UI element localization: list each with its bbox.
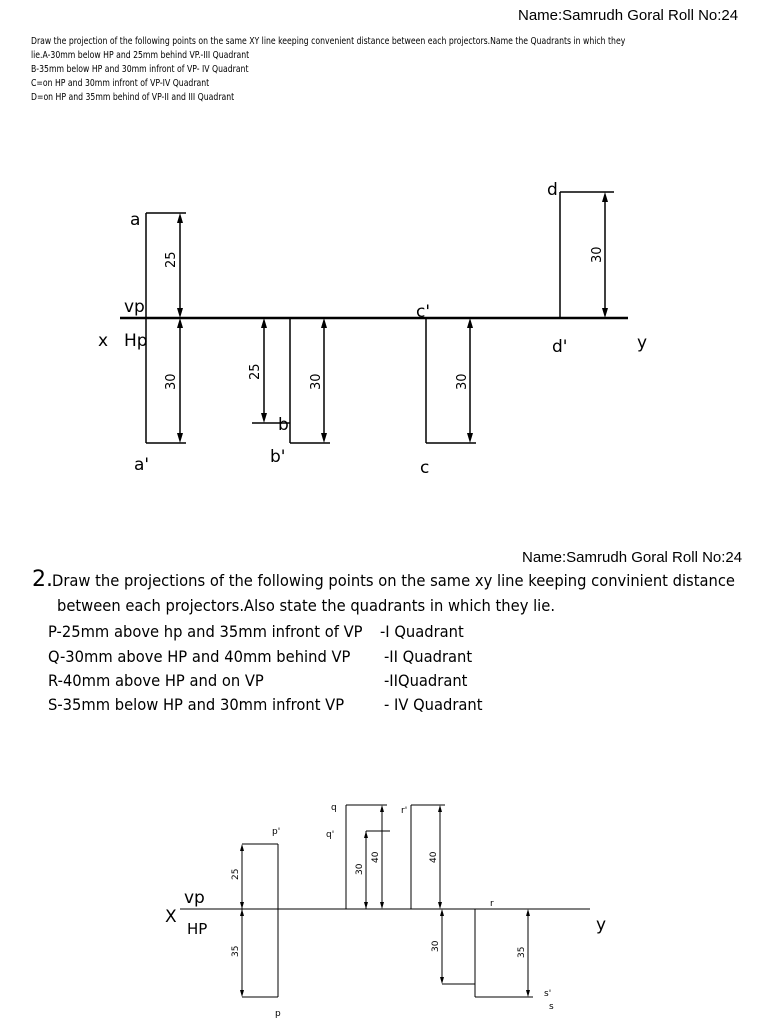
item-p: P-25mm above hp and 35mm infront of VP <box>48 622 363 641</box>
dim-p-35: 35 <box>231 945 241 957</box>
x-label: X <box>165 907 177 927</box>
y-label: y <box>596 915 607 935</box>
label-p-prime: p' <box>272 827 281 837</box>
item-r-quadrant: -IIQuadrant <box>384 671 468 690</box>
label-b: b <box>278 415 289 435</box>
vp-label: vp <box>184 888 205 908</box>
dim-a-25: 25 <box>164 251 179 268</box>
label-d: d <box>547 180 558 200</box>
dim-r-40: 40 <box>429 851 439 863</box>
vp-label: vp <box>124 297 145 317</box>
point-p-projection <box>242 844 278 997</box>
page-header-1: Name:Samrudh Goral Roll No:24 <box>518 7 739 24</box>
question-1-line: B-35mm below HP and 30mm infront of VP- IV Quadrant <box>31 64 249 75</box>
dim-a-30: 30 <box>164 373 179 390</box>
label-q: q <box>331 803 337 813</box>
question-2-line: between each projectors.Also state the quadrants in which they lie. <box>57 596 556 615</box>
label-q-prime: q' <box>326 830 335 840</box>
y-label: y <box>637 333 648 353</box>
dim-b-30: 30 <box>309 373 324 390</box>
item-r: R-40mm above HP and on VP <box>48 671 264 690</box>
hp-label: HP <box>187 920 208 938</box>
question-1-line: Draw the projection of the following points on the same XY line keeping convenient distance between each projectors.Name the Quadrants in which they <box>31 36 626 47</box>
point-q-projection <box>346 805 390 909</box>
dim-s-35: 35 <box>517 946 527 958</box>
dim-s-30: 30 <box>431 940 441 952</box>
dim-q-30: 30 <box>355 863 365 875</box>
dim-d-30: 30 <box>590 246 605 263</box>
item-q-quadrant: -II Quadrant <box>384 647 473 666</box>
label-b-prime: b' <box>270 447 286 467</box>
label-r: r <box>490 899 494 909</box>
dim-b-25: 25 <box>248 363 263 380</box>
dim-c-30: 30 <box>455 373 470 390</box>
x-label: x <box>98 331 109 351</box>
label-d-prime: d' <box>552 337 568 357</box>
label-r-prime: r' <box>401 806 408 816</box>
label-c-prime: c' <box>416 302 431 322</box>
question-2-number: 2. <box>32 567 53 592</box>
question-1-line: D=on HP and 35mm behind of VP-II and III Quadrant <box>31 92 235 103</box>
item-p-quadrant: -I Quadrant <box>380 622 464 641</box>
dim-p-25: 25 <box>231 868 241 880</box>
question-2-line: Draw the projections of the following points on the same xy line keeping convinient distance <box>52 571 735 590</box>
hp-label: Hp <box>124 331 148 351</box>
label-a-prime: a' <box>134 455 150 475</box>
point-r-projection <box>411 805 445 909</box>
label-s: s <box>549 1002 554 1012</box>
item-q: Q-30mm above HP and 40mm behind VP <box>48 647 351 666</box>
label-p: p <box>275 1009 281 1019</box>
question-1-line: lie.A-30mm below HP and 25mm behind VP.-III Quadrant <box>31 50 250 61</box>
dim-q-40: 40 <box>371 851 381 863</box>
question-1-line: C=on HP and 30mm infront of VP-IV Quadrant <box>31 78 210 89</box>
label-c: c <box>420 458 430 478</box>
item-s-quadrant: - IV Quadrant <box>384 695 483 714</box>
label-s-prime: s' <box>544 989 552 999</box>
item-s: S-35mm below HP and 30mm infront VP <box>48 695 345 714</box>
label-a: a <box>130 210 141 230</box>
page-header-2: Name:Samrudh Goral Roll No:24 <box>522 549 743 566</box>
